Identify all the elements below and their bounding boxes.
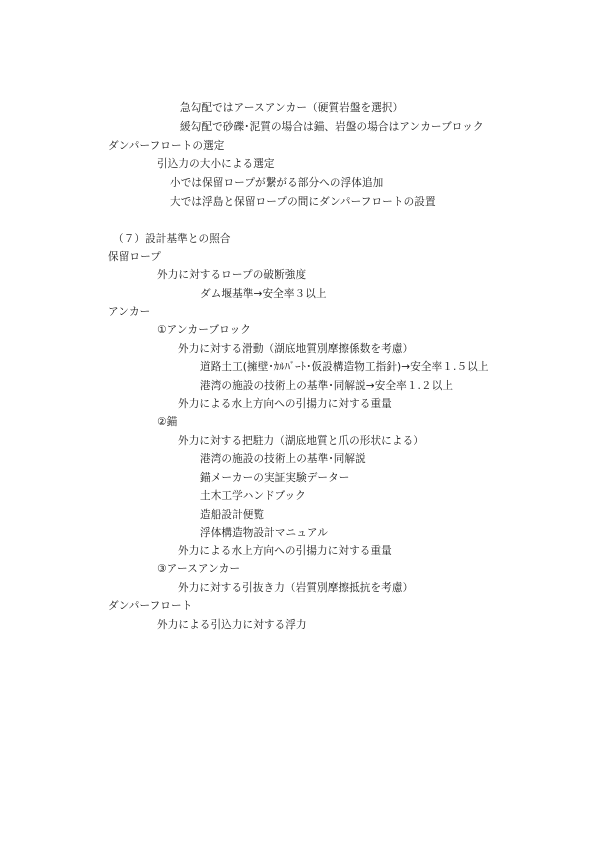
- text-line-pullout-force: 外力に対する引抜き力（岩質別摩擦抵抗を考慮）: [178, 582, 414, 594]
- text-line-uplift-weight-2: 外力による水上方向への引揚力に対する重量: [178, 545, 392, 557]
- item-anchor: ②錨: [157, 416, 178, 428]
- heading-mooring-rope: 保留ロープ: [108, 251, 161, 263]
- text-line-anchor-maker-data: 錨メーカーの実証実験データー: [200, 472, 350, 484]
- heading-damper-float-selection: ダンパーフロートの選定: [108, 140, 225, 152]
- text-line-sliding: 外力に対する滑動（湖底地質別摩擦係数を考慮）: [178, 343, 414, 355]
- text-line-shipbuilding-handbook: 造船設計便覧: [200, 509, 265, 521]
- text-line-rope-breaking-strength: 外力に対するロープの破断強度: [157, 269, 307, 281]
- text-line-holding-power: 外力に対する把駐力（湖底地質と爪の形状による）: [178, 435, 424, 447]
- item-earth-anchor: ③アースアンカー: [157, 563, 241, 575]
- text-line-buoyancy: 外力による引込力に対する浮力: [157, 619, 307, 631]
- heading-anchor: アンカー: [108, 306, 151, 318]
- text-line-pull-force-selection: 引込力の大小による選定: [157, 158, 275, 170]
- text-line-uplift-weight-1: 外力による水上方向への引揚力に対する重量: [178, 398, 392, 410]
- text-line-road-earthwork: 道路土工(擁壁･ｶﾙﾊﾞｰﾄ･仮設構造物工指針)→安全率１.５以上: [200, 361, 489, 373]
- section-heading-design-standards: （７）設計基準との照合: [113, 233, 231, 245]
- text-line-civil-handbook: 土木工学ハンドブック: [200, 490, 306, 502]
- heading-damper-float: ダンパーフロート: [108, 600, 193, 612]
- text-line-gentle-slope: 緩勾配で砂礫･泥質の場合は錨、岩盤の場合はアンカーブロック: [180, 121, 484, 133]
- text-line-small-case: 小では保留ロープが繋がる部分への浮体追加: [170, 177, 384, 189]
- text-line-floating-structure-manual: 浮体構造物設計マニュアル: [200, 527, 328, 539]
- text-line-steep-slope: 急勾配ではアースアンカー（硬質岩盤を選択）: [180, 102, 404, 114]
- text-line-large-case: 大では浮島と保留ロープの間にダンパーフロートの設置: [170, 196, 436, 208]
- text-line-dam-standard: ダム堰基準→安全率３以上: [200, 288, 327, 300]
- text-line-port-standard-1: 港湾の施設の技術上の基準･同解説→安全率１.２以上: [200, 380, 454, 392]
- text-line-port-standard-2: 港湾の施設の技術上の基準･同解説: [200, 453, 366, 465]
- item-anchor-block: ①アンカーブロック: [157, 324, 251, 336]
